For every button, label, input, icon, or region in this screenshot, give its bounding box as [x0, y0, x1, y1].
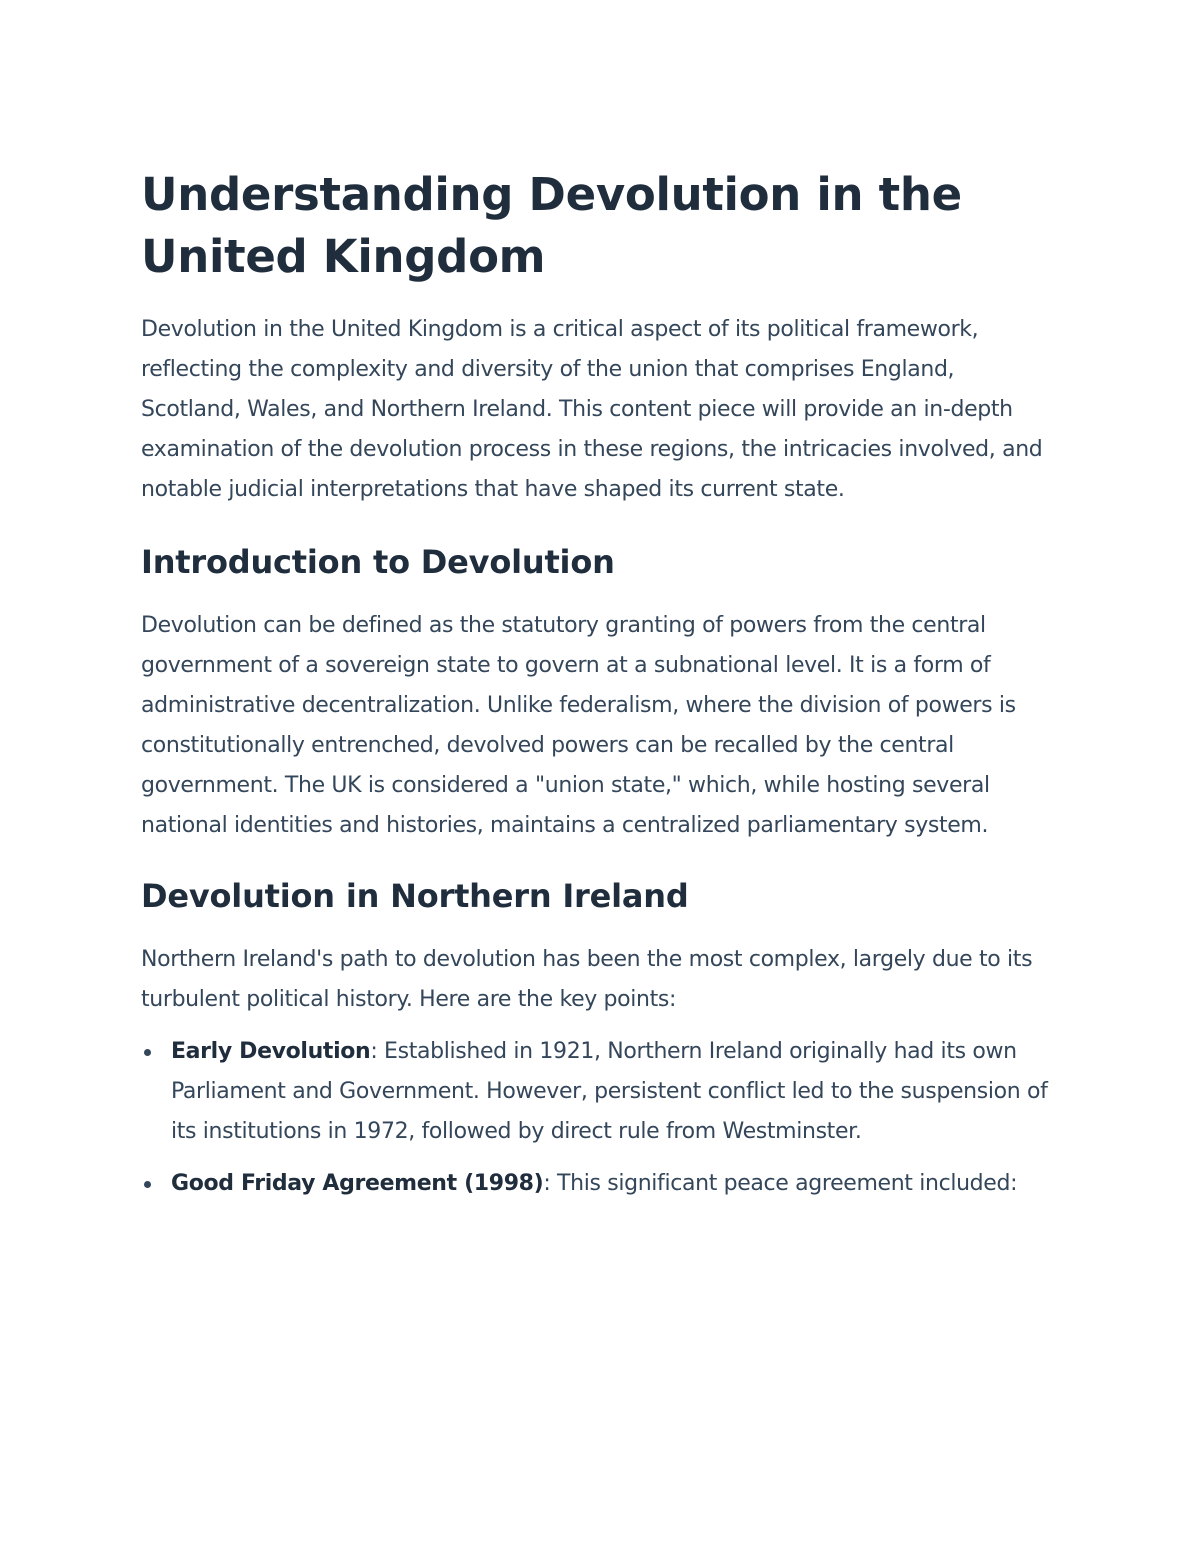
list-item	[141, 1164, 1059, 1204]
section-heading-introduction: Introduction to Devolution	[141, 543, 615, 581]
bullet-icon	[144, 1049, 151, 1056]
list-item-term: Early Devolution	[171, 1039, 371, 1064]
section-heading-northern-ireland: Devolution in Northern Ireland	[141, 877, 689, 915]
list-item	[141, 1032, 1059, 1152]
list-item-term: Good Friday Agreement (1998)	[171, 1171, 544, 1196]
list-item-text: : This significant peace agreement included:	[543, 1171, 1018, 1196]
bullet-icon	[144, 1181, 151, 1188]
section-paragraph-introduction: Devolution can be defined as the statutory granting of powers from the central government of a sovereign state to govern at a subnational level. It is a form of administrative decentralization. Unlike federalism, where the division of powers is constitutionally entrenched, devolved powers can be recalled by the central government. The UK is considered a "union state," which, while hosting several national identities and histories, maintains a centralized parliamentary system.	[141, 613, 1016, 838]
document-page	[141, 164, 1059, 1216]
intro-paragraph: Devolution in the United Kingdom is a critical aspect of its political framework, reflecting the complexity and diversity of the union that comprises England, Scotland, Wales, and Northern Ireland. This content piece will provide an in-depth examination of the devolution process in these regions, the intricacies involved, and notable judicial interpretations that have shaped its current state.	[141, 317, 1043, 502]
key-points-list	[141, 1032, 1059, 1204]
list-item-text: : Established in 1921, Northern Ireland originally had its own Parliament and Government. However, persistent conflict led to the suspension of its institutions in 1972, followed by direct rule from Westminster.	[171, 1039, 1048, 1144]
document-title: Understanding Devolution in the United Kingdom	[141, 168, 962, 283]
section-paragraph-northern-ireland: Northern Ireland's path to devolution has been the most complex, largely due to its turbulent political history. Here are the key points:	[141, 947, 1033, 1012]
